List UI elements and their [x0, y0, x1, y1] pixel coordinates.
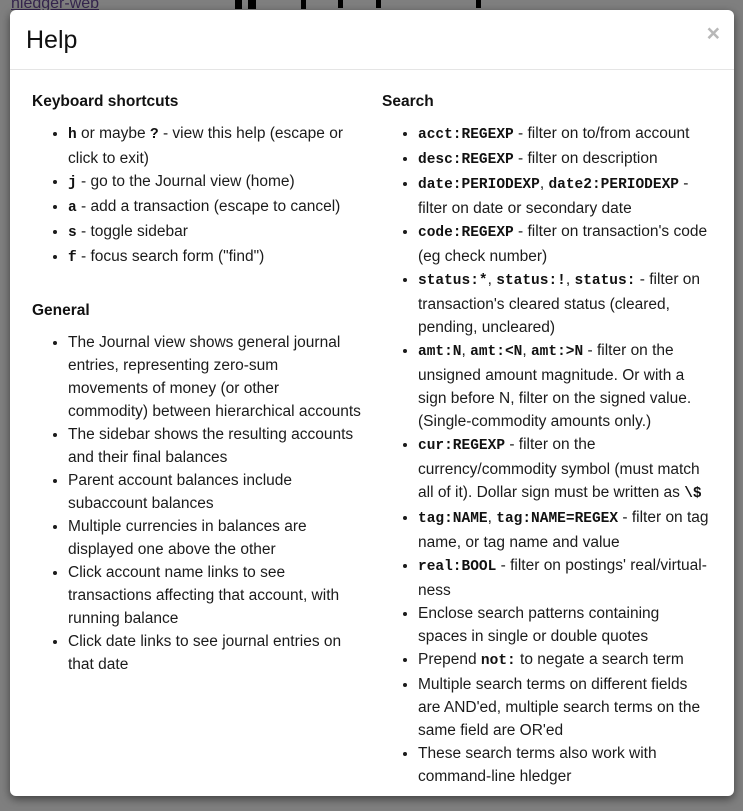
list-item: • cur:REGEXP - filter on the currency/commodity symbol (must match all of it). Dollar sign must be written as \$: [418, 433, 712, 506]
list-item: • Multiple search terms on different fields are AND'ed, multiple search terms on the same field are OR'ed: [418, 673, 712, 742]
list-item: • a - add a transaction (escape to cancel): [68, 195, 362, 220]
list-item: • amt:N, amt:<N, amt:>N - filter on the unsigned amount magnitude. Or with a sign before N, filter on the signed value. (Single-commodity amounts only.): [418, 339, 712, 433]
section-heading: Keyboard shortcuts: [32, 93, 179, 110]
list-item: • The Journal view shows general journal entries, representing zero-sum movements of money (or other commodity) between hierarchical accounts: [68, 331, 362, 423]
help-list: [32, 331, 362, 676]
list-item: • Click account name links to see transactions affecting that account, with running balance: [68, 561, 362, 630]
help-section: [382, 91, 712, 788]
close-icon[interactable]: ×: [706, 20, 720, 46]
code-term: acct:REGEXP: [418, 127, 514, 143]
list-item: • h or maybe ? - view this help (escape or click to exit): [68, 122, 362, 170]
modal-title: Help: [26, 26, 78, 54]
code-term: status:: [574, 273, 636, 289]
help-list: [382, 122, 712, 788]
code-term: \$: [684, 486, 702, 502]
code-term: not:: [480, 653, 516, 669]
list-item: • These search terms also work with command-line hledger: [418, 742, 712, 788]
list-item: • s - toggle sidebar: [68, 220, 362, 245]
code-term: desc:REGEXP: [418, 152, 514, 168]
code-term: date:PERIODEXP: [418, 177, 540, 193]
code-term: h: [68, 127, 77, 143]
code-term: tag:NAME: [418, 511, 488, 527]
help-section: [32, 300, 362, 676]
list-item: • j - go to the Journal view (home): [68, 170, 362, 195]
code-term: amt:>N: [530, 344, 584, 360]
code-term: amt:<N: [470, 344, 523, 360]
list-item: • Multiple currencies in balances are displayed one above the other: [68, 515, 362, 561]
code-term: amt:N: [418, 344, 462, 360]
section-heading: Search: [382, 93, 434, 110]
help-list: [32, 122, 362, 270]
modal-header: [10, 10, 734, 70]
list-item: • desc:REGEXP - filter on description: [418, 147, 712, 172]
code-term: a: [68, 200, 77, 216]
code-term: code:REGEXP: [418, 225, 514, 241]
list-item: • status:*, status:!, status: - filter on transaction's cleared status (cleared, pending, uncleared): [418, 268, 712, 339]
code-term: status:*: [418, 273, 488, 289]
code-term: status:!: [496, 273, 566, 289]
list-item: • tag:NAME, tag:NAME=REGEX - filter on tag name, or tag name and value: [418, 506, 712, 554]
code-term: tag:NAME=REGEX: [496, 511, 619, 527]
list-item: • acct:REGEXP - filter on to/from account: [418, 122, 712, 147]
list-item: • Enclose search patterns containing spaces in single or double quotes: [418, 602, 712, 648]
help-section: [32, 91, 362, 270]
code-term: ?: [149, 127, 159, 143]
code-term: j: [68, 175, 77, 191]
list-item: • real:BOOL - filter on postings' real/virtual-ness: [418, 554, 712, 602]
help-modal: [10, 10, 734, 796]
list-item: • Parent account balances include subaccount balances: [68, 469, 362, 515]
list-item: • The sidebar shows the resulting accounts and their final balances: [68, 423, 362, 469]
code-term: s: [68, 225, 77, 241]
help-column-left: [22, 91, 372, 796]
list-item: • Prepend not: to negate a search term: [418, 648, 712, 673]
code-term: cur:REGEXP: [418, 438, 506, 454]
list-item: • date:PERIODEXP, date2:PERIODEXP - filter on date or secondary date: [418, 172, 712, 220]
list-item: • code:REGEXP - filter on transaction's code (eg check number): [418, 220, 712, 268]
section-heading: General: [32, 302, 90, 319]
list-item: • Click date links to see journal entries on that date: [68, 630, 362, 676]
modal-body: [10, 70, 734, 796]
help-column-right: [372, 91, 722, 796]
code-term: real:BOOL: [418, 559, 497, 575]
code-term: date2:PERIODEXP: [548, 177, 679, 193]
list-item: • f - focus search form ("find"): [68, 245, 362, 270]
code-term: f: [68, 250, 77, 266]
